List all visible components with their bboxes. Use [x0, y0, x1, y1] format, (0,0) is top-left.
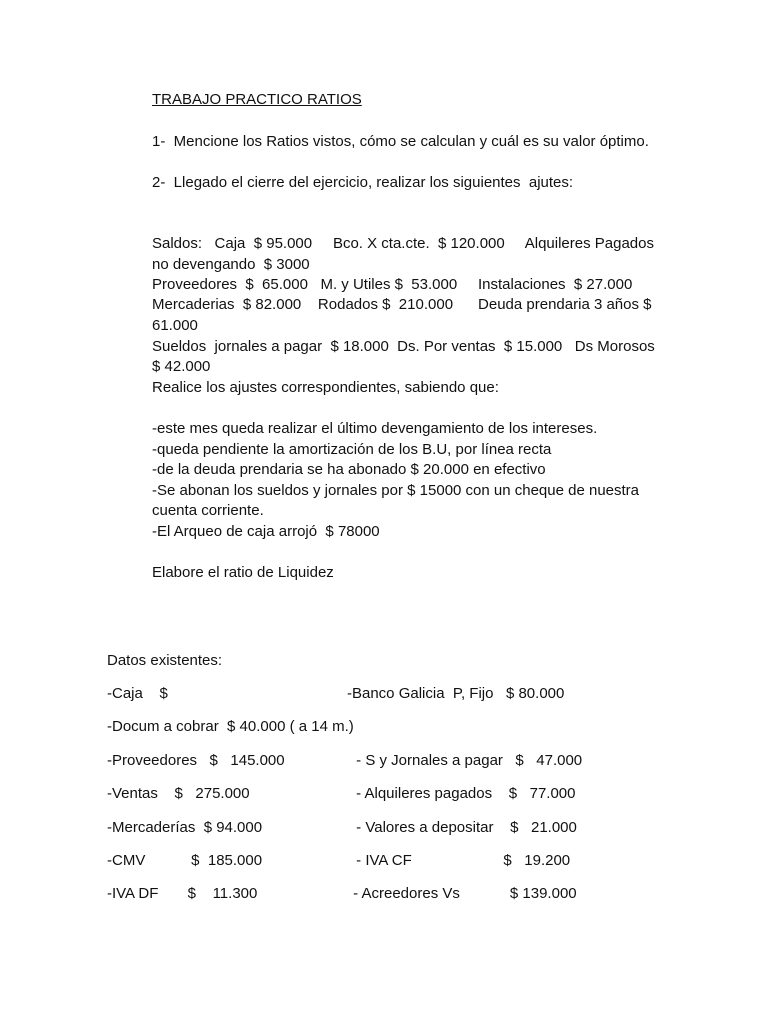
datos-heading: Datos existentes: — [107, 652, 223, 669]
datos-left-cell: -Ventas $ 275.000 — [107, 785, 250, 802]
saldos-line: Saldos: Caja $ 95.000 Bco. X cta.cte. $ 120.000 Alquileres Pagados — [152, 235, 654, 252]
datos-right-cell: - S y Jornales a pagar $ 47.000 — [352, 752, 583, 769]
saldos-line: Mercaderias $ 82.000 Rodados $ 210.000 Deuda prendaria 3 años $ — [152, 296, 652, 313]
saldos-line: no devengando $ 3000 — [152, 256, 310, 273]
saldos-line: Sueldos jornales a pagar $ 18.000 Ds. Por ventas $ 15.000 Ds Morosos — [152, 338, 655, 355]
condition-line: -El Arqueo de caja arrojó $ 78000 — [152, 523, 380, 540]
datos-left-cell: -Mercaderías $ 94.000 — [107, 819, 263, 836]
condition-line: -Se abonan los sueldos y jornales por $ 15000 con un cheque de nuestra — [152, 482, 640, 499]
condition-line: -de la deuda prendaria se ha abonado $ 20.000 en efectivo — [152, 461, 546, 478]
datos-right-cell: - IVA CF $ 19.200 — [352, 852, 571, 869]
saldos-line: $ 42.000 — [152, 358, 211, 375]
datos-left-cell: -IVA DF $ 11.300 — [107, 885, 258, 902]
saldos-line: 61.000 — [152, 317, 198, 334]
datos-right-cell: -Banco Galicia P, Fijo $ 80.000 — [347, 685, 565, 702]
datos-left-cell: -Caja $ — [107, 685, 168, 702]
saldos-line: Proveedores $ 65.000 M. y Utiles $ 53.000 Instalaciones $ 27.000 — [152, 276, 633, 293]
condition-line: cuenta corriente. — [152, 502, 264, 519]
datos-right-cell: - Alquileres pagados $ 77.000 — [352, 785, 576, 802]
datos-left-cell: -CMV $ 185.000 — [107, 852, 263, 869]
ratio-instruction: Elabore el ratio de Liquidez — [152, 564, 334, 581]
question-1: 1- Mencione los Ratios vistos, cómo se calculan y cuál es su valor óptimo. — [152, 133, 649, 150]
saldos-line: Realice los ajustes correspondientes, sabiendo que: — [152, 379, 499, 396]
datos-right-cell: - Valores a depositar $ 21.000 — [352, 819, 577, 836]
datos-left-cell: -Docum a cobrar $ 40.000 ( a 14 m.) — [107, 718, 354, 735]
condition-line: -este mes queda realizar el último devengamiento de los intereses. — [152, 420, 598, 437]
question-2: 2- Llegado el cierre del ejercicio, realizar los siguientes ajutes: — [152, 174, 574, 191]
condition-line: -queda pendiente la amortización de los B.U, por línea recta — [152, 441, 552, 458]
datos-left-cell: -Proveedores $ 145.000 — [107, 752, 285, 769]
datos-right-cell: - Acreedores Vs $ 139.000 — [349, 885, 577, 902]
document-title: TRABAJO PRACTICO RATIOS — [152, 91, 362, 108]
